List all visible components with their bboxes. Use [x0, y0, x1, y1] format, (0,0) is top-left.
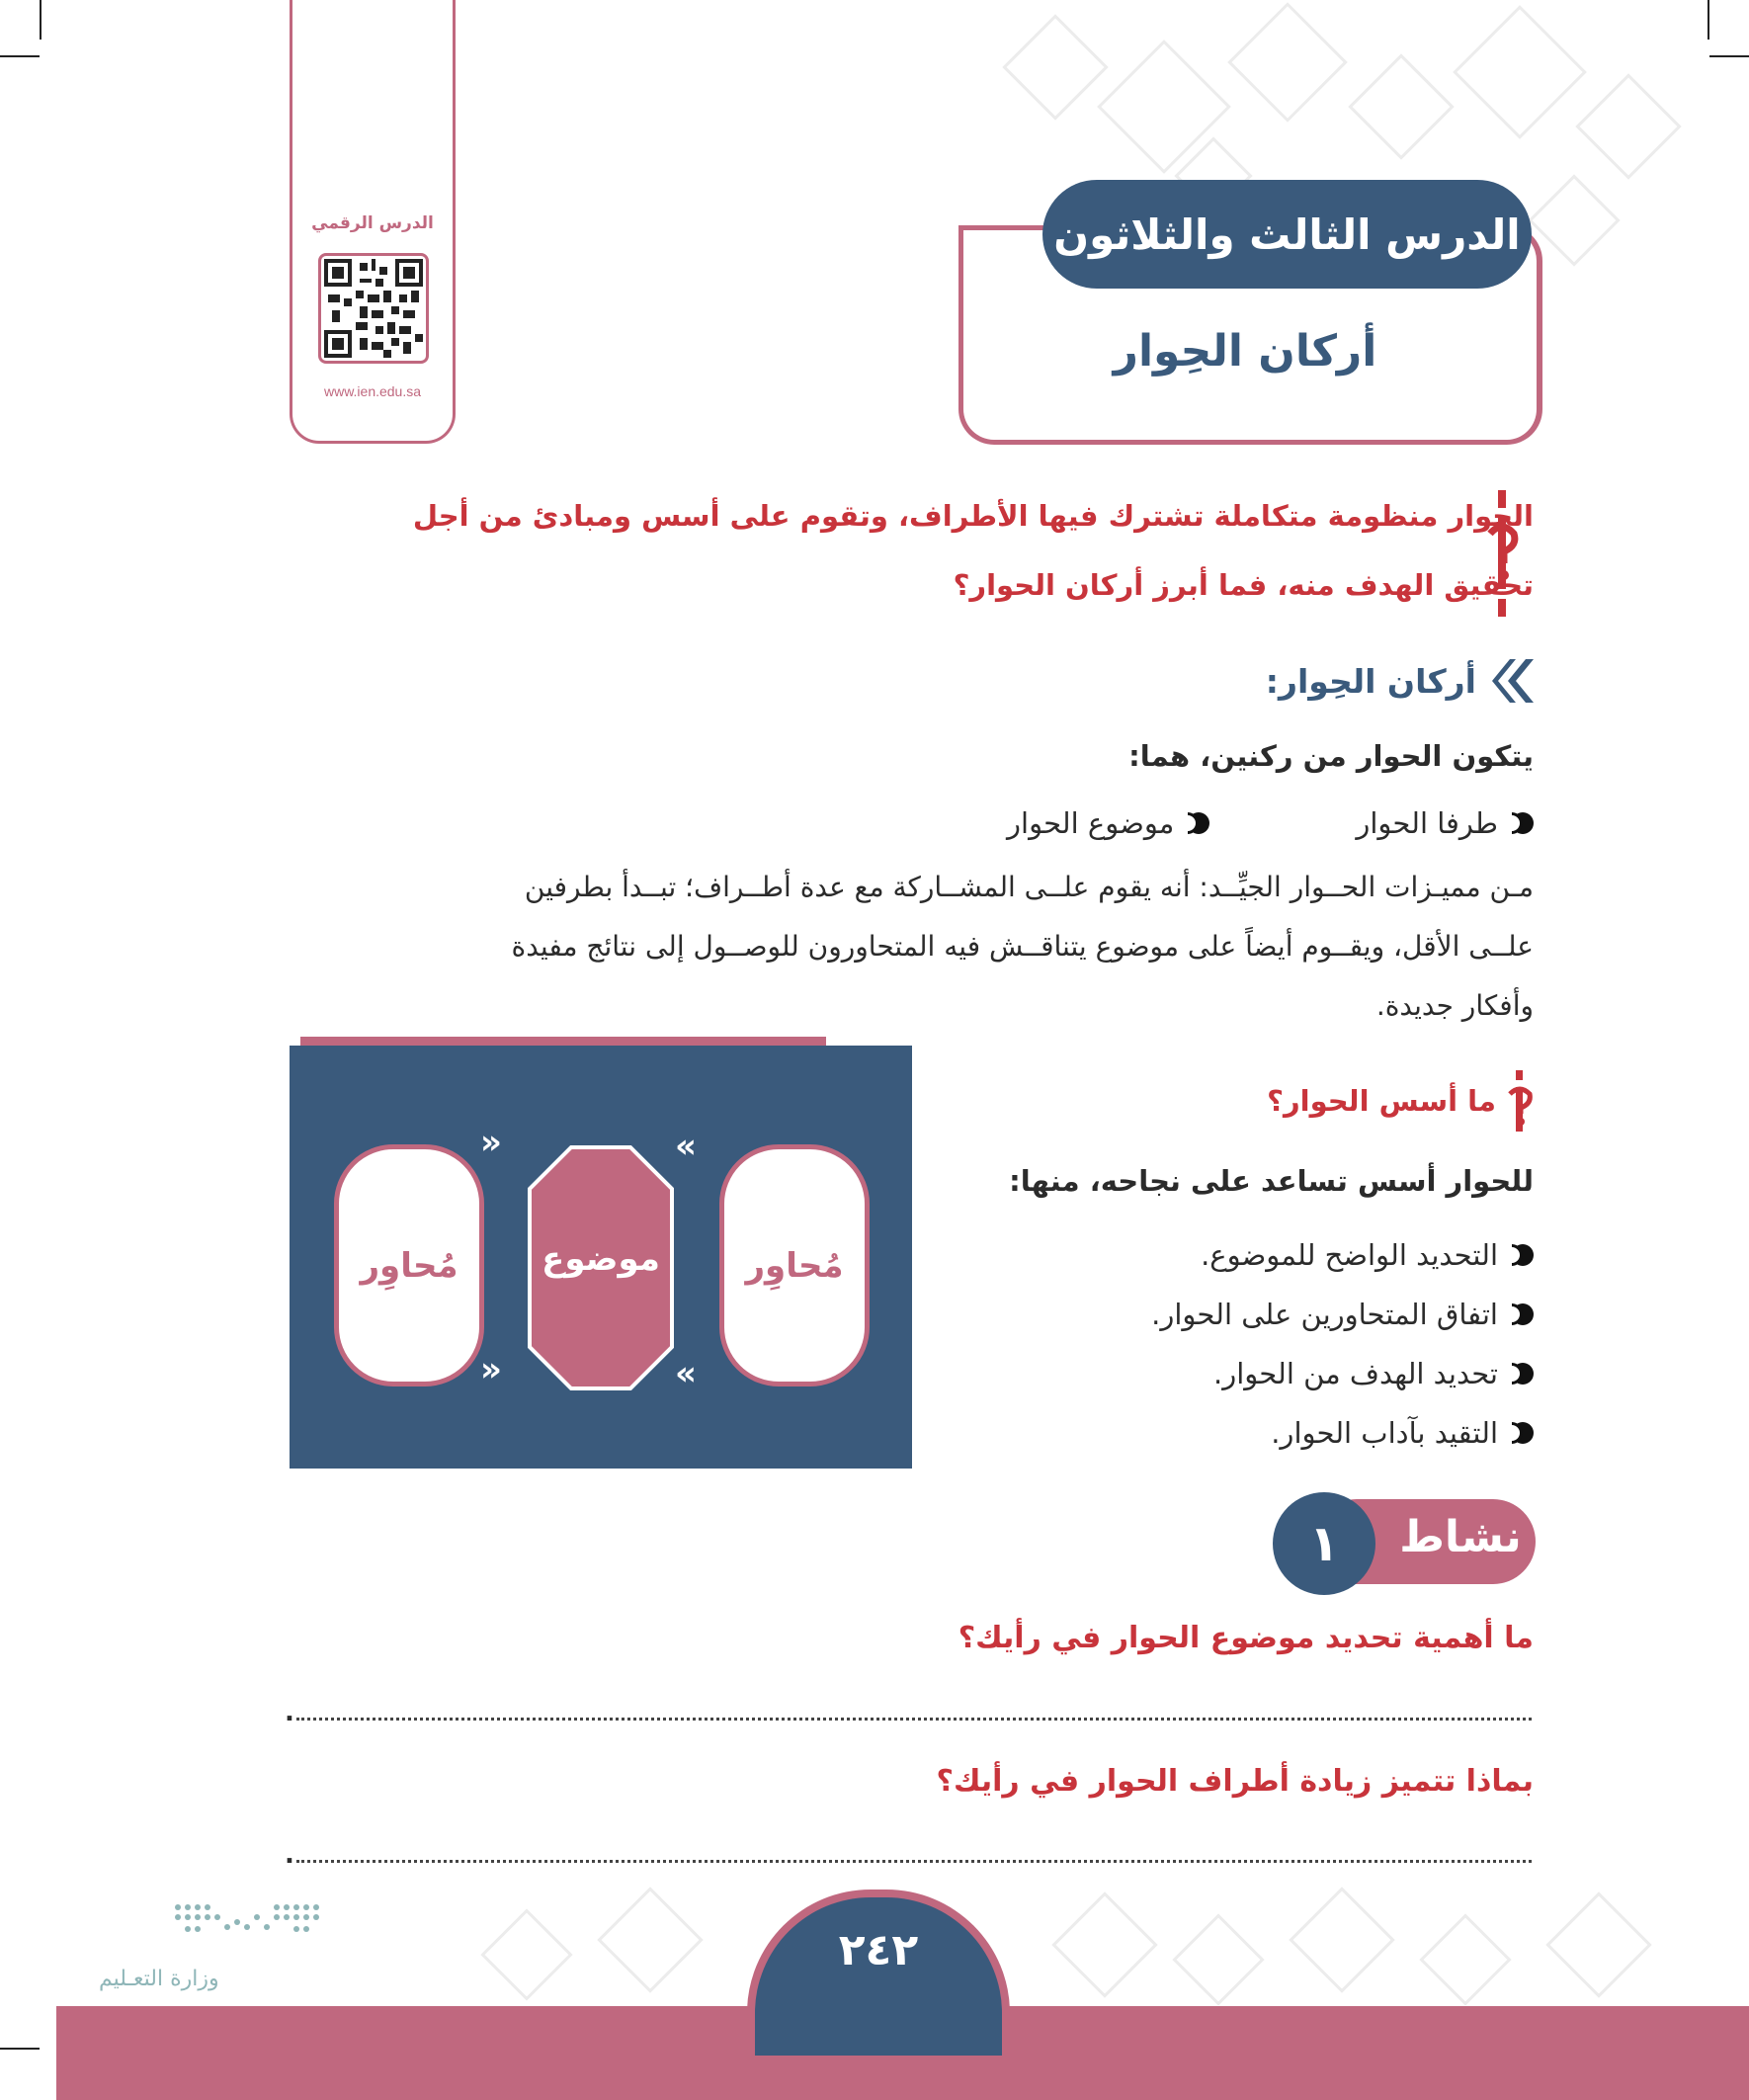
foundations-item	[1151, 1403, 1534, 1463]
answer-line-end: .	[285, 1698, 294, 1727]
body-paragraph-line: مـن مميـزات الحــوار الجيِّــد: أنه يقوم علــى المشــاركة مع عدة أطــراف؛ تبــدأ بطرفين	[524, 871, 1534, 903]
foundations-item-text: تحديد الهدف من الحوار.	[1213, 1357, 1498, 1390]
answer-line-end: .	[285, 1840, 294, 1870]
digital-lesson-url[interactable]: www.ien.edu.sa	[323, 383, 422, 399]
diagram-arrow-right: »	[480, 1123, 494, 1162]
body-paragraph-line: وأفكار جديدة.	[1375, 989, 1534, 1022]
page-number: ٢٤٢	[838, 1925, 919, 1975]
activity-question-2: بماذا تتميز زيادة أطراف الحوار في رأيك؟	[936, 1764, 1534, 1799]
crop-mark	[40, 0, 42, 40]
foundations-item-text: التقيد بآداب الحوار.	[1271, 1416, 1498, 1450]
crop-mark	[0, 55, 40, 57]
diagram-arrow-left: «	[675, 1127, 689, 1166]
ministry-name: وزارة التعـليم	[99, 1967, 219, 1991]
lesson-title: أركان الحِوار	[1113, 326, 1377, 377]
foundations-question	[1267, 1070, 1534, 1132]
answer-line-1[interactable]	[296, 1718, 1532, 1721]
crop-mark	[1707, 0, 1709, 40]
pillar-item: طرفا الحوار	[1356, 806, 1498, 840]
activity-label: نشاط	[1399, 1512, 1522, 1562]
bullet-icon	[1512, 1303, 1534, 1325]
diagram-participant-left: مُحاوِر	[334, 1144, 484, 1386]
foundations-list	[1151, 1225, 1534, 1463]
dialogue-diagram	[290, 1046, 912, 1469]
foundations-item	[1151, 1344, 1534, 1403]
bullet-icon	[1512, 1422, 1534, 1444]
body-paragraph-line: علــى الأقل، ويقــوم أيضاً على موضوع يتناقــش فيه المتحاورون للوصــول إلى نتائج مفيدة	[511, 930, 1534, 963]
section-heading	[1266, 659, 1534, 703]
foundations-lead: للحوار أسس تساعد على نجاحه، منها:	[1009, 1164, 1534, 1198]
foundations-item	[1151, 1225, 1534, 1285]
activity-question-1: ما أهمية تحديد موضوع الحوار في رأيك؟	[958, 1621, 1534, 1655]
bullet-icon	[1188, 812, 1209, 834]
crop-mark	[1709, 55, 1749, 57]
intro-line-2: تحقيق الهدف منه، فما أبرز أركان الحوار؟	[953, 568, 1534, 602]
digital-lesson-card	[290, 0, 456, 444]
diagram-arrow-left: «	[675, 1354, 689, 1393]
pillar-item: موضوع الحوار	[1007, 806, 1175, 840]
foundations-item	[1151, 1285, 1534, 1344]
question-mark-icon	[1506, 1070, 1534, 1132]
bullet-icon	[1512, 1244, 1534, 1266]
foundations-question-text: ما أسس الحوار؟	[1267, 1084, 1496, 1118]
diagram-topic-label: موضوع	[541, 1239, 660, 1279]
bullet-icon	[1512, 1363, 1534, 1385]
crop-mark	[0, 2048, 40, 2050]
activity-number: ١	[1273, 1492, 1375, 1595]
lesson-number-badge: الدرس الثالث والثلاثون	[1042, 180, 1532, 289]
intro-line-1: الحوار منظومة متكاملة تشترك فيها الأطراف، وتقوم على أسس ومبادئ من أجل	[412, 499, 1534, 533]
diagram-arrow-right: »	[480, 1350, 494, 1389]
section-heading-text: أركان الحِوار:	[1265, 661, 1476, 701]
pillars-lead: يتكون الحوار من ركنين، هما:	[1128, 739, 1534, 773]
diagram-participant-right: مُحاوِر	[719, 1144, 870, 1386]
ministry-logo-dots	[168, 1897, 326, 1947]
bullet-icon	[1512, 812, 1534, 834]
digital-lesson-label: الدرس الرقمي	[311, 213, 434, 233]
foundations-item-text: اتفاق المتحاورين على الحوار.	[1151, 1298, 1498, 1331]
answer-line-2[interactable]	[296, 1860, 1532, 1863]
qr-code[interactable]	[318, 253, 429, 364]
pillars-list	[1007, 806, 1534, 840]
foundations-item-text: التحديد الواضح للموضوع.	[1201, 1238, 1498, 1272]
double-chevron-icon	[1490, 659, 1534, 703]
